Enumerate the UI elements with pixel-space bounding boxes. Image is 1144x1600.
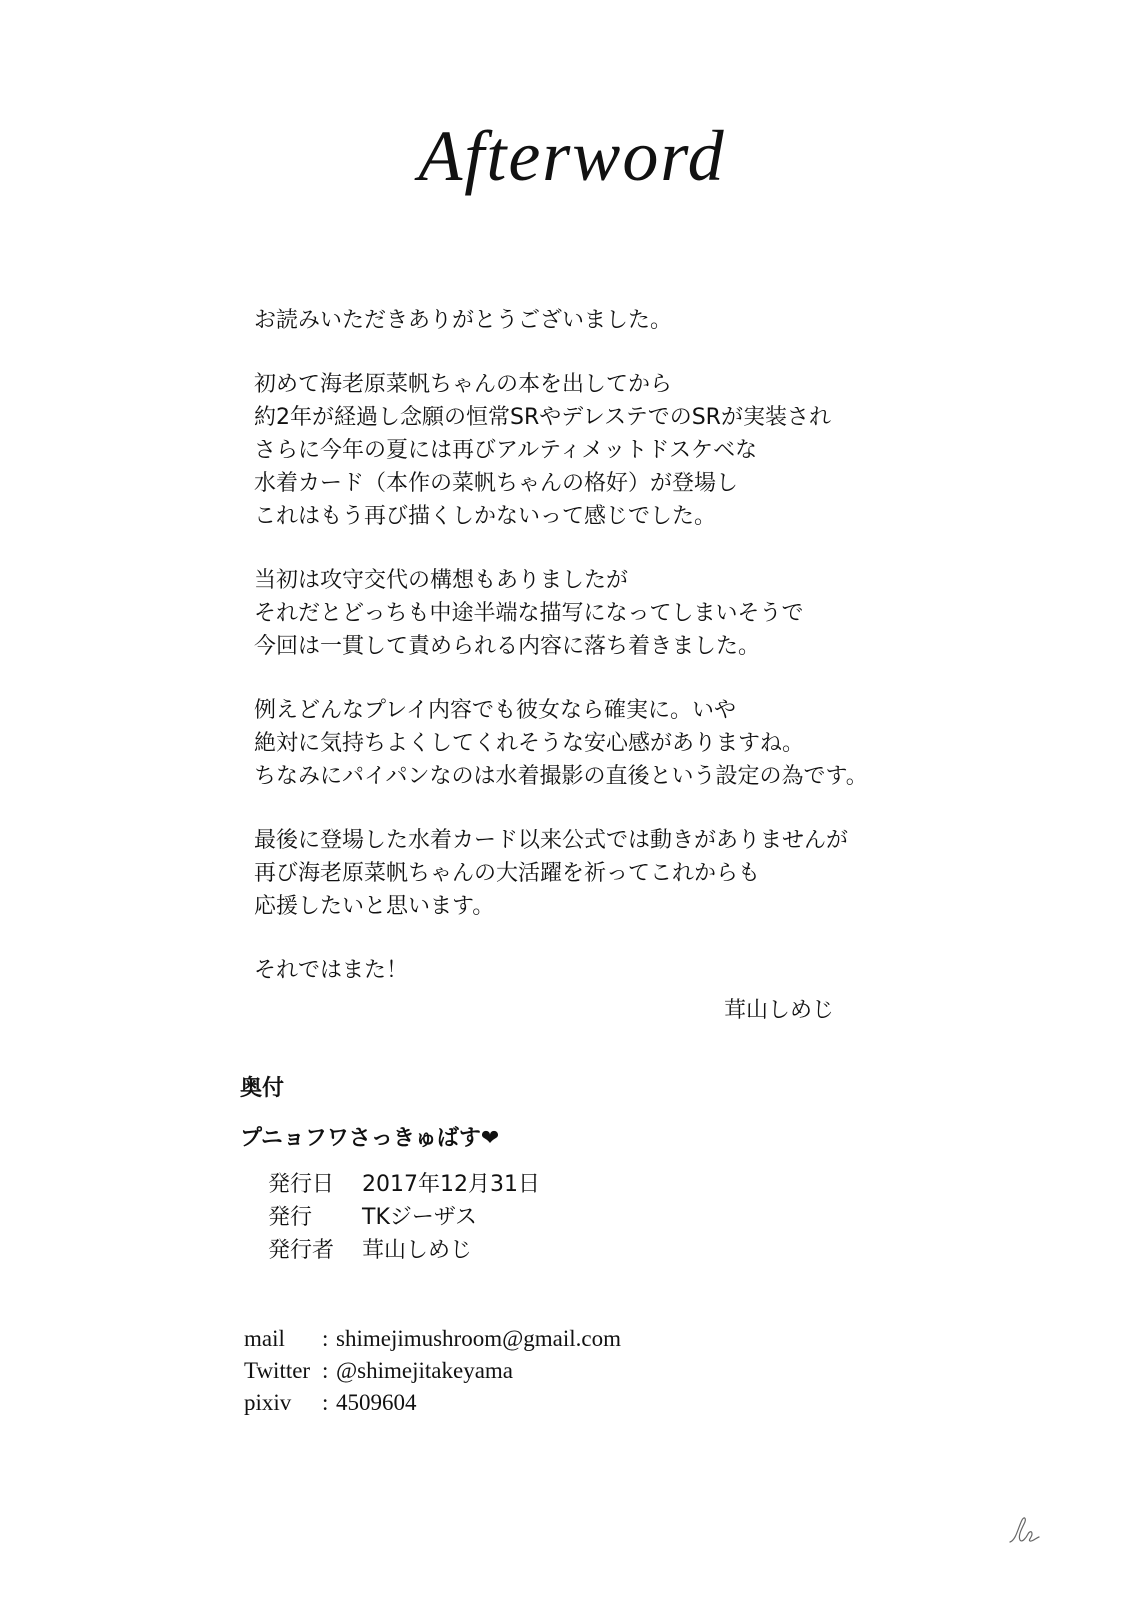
author-signature-text: 茸山しめじ <box>724 998 835 1023</box>
contact-row-pixiv <box>244 1387 621 1419</box>
paragraph <box>254 824 974 923</box>
contact-separator: : <box>322 1358 329 1383</box>
publication-info <box>268 1168 540 1267</box>
contact-label: pixiv <box>244 1390 292 1415</box>
paragraph <box>254 304 974 337</box>
text-line: ちなみにパイパンなのは水着撮影の直後という設定の為です。 <box>254 764 868 789</box>
contact-separator: : <box>322 1326 329 1351</box>
colophon-heading: 奥付 <box>240 1076 285 1101</box>
publication-row <box>268 1168 540 1201</box>
handwritten-signature-icon <box>1006 1510 1046 1550</box>
text-line: 応援したいと思います。 <box>254 894 495 919</box>
paragraph <box>254 368 974 533</box>
text-line: 再び海老原菜帆ちゃんの大活躍を祈ってこれからも <box>254 861 761 886</box>
contact-info <box>244 1323 621 1419</box>
text-line: さらに今年の夏には再びアルティメットドスケベな <box>254 438 758 463</box>
page-title: Afterword <box>418 116 726 196</box>
publication-value: TKジーザス <box>362 1205 477 1230</box>
text-line: 今回は一貫して責められる内容に落ち着きました。 <box>254 634 761 659</box>
text-line: 例えどんなプレイ内容でも彼女なら確実に。いや <box>254 698 737 723</box>
contact-label: mail <box>244 1326 285 1351</box>
text-line: 絶対に気持ちよくしてくれそうな安心感がありますね。 <box>254 731 805 756</box>
text-line: それではまた！ <box>254 958 409 983</box>
contact-value: @shimejitakeyama <box>336 1358 514 1383</box>
paragraph <box>254 954 974 987</box>
contact-separator: : <box>322 1390 329 1415</box>
text-line: 最後に登場した水着カード以来公式では動きがありませんが <box>254 828 849 853</box>
publication-value: 2017年12月31日 <box>362 1172 540 1197</box>
contact-label: Twitter <box>244 1358 311 1383</box>
text-line: お読みいただきありがとうございました。 <box>254 308 673 333</box>
contact-value: shimejimushroom@gmail.com <box>336 1326 622 1351</box>
book-title: プニョフワさっきゅばす❤ <box>240 1126 500 1151</box>
paragraph <box>254 564 974 663</box>
text-line: これはもう再び描くしかないって感じでした。 <box>254 504 717 529</box>
publication-value: 茸山しめじ <box>362 1238 473 1263</box>
publication-row <box>268 1234 540 1267</box>
afterword-body <box>254 304 974 1018</box>
publication-label: 発行日 <box>268 1172 335 1197</box>
contact-value: 4509604 <box>336 1390 417 1415</box>
publication-row <box>268 1201 540 1234</box>
text-line: 約2年が経過し念願の恒常SRやデレステでのSRが実装され <box>254 405 831 430</box>
contact-row-twitter <box>244 1355 621 1387</box>
paragraph <box>254 694 974 793</box>
text-line: 水着カード（本作の菜帆ちゃんの格好）が登場し <box>254 471 739 496</box>
text-line: 当初は攻守交代の構想もありましたが <box>254 568 629 593</box>
contact-row-mail <box>244 1323 621 1355</box>
text-line: 初めて海老原菜帆ちゃんの本を出してから <box>254 372 673 397</box>
publication-label: 発行者 <box>268 1238 335 1263</box>
text-line: それだとどっちも中途半端な描写になってしまいそうで <box>254 601 804 626</box>
publication-label: 発行 <box>268 1205 313 1230</box>
